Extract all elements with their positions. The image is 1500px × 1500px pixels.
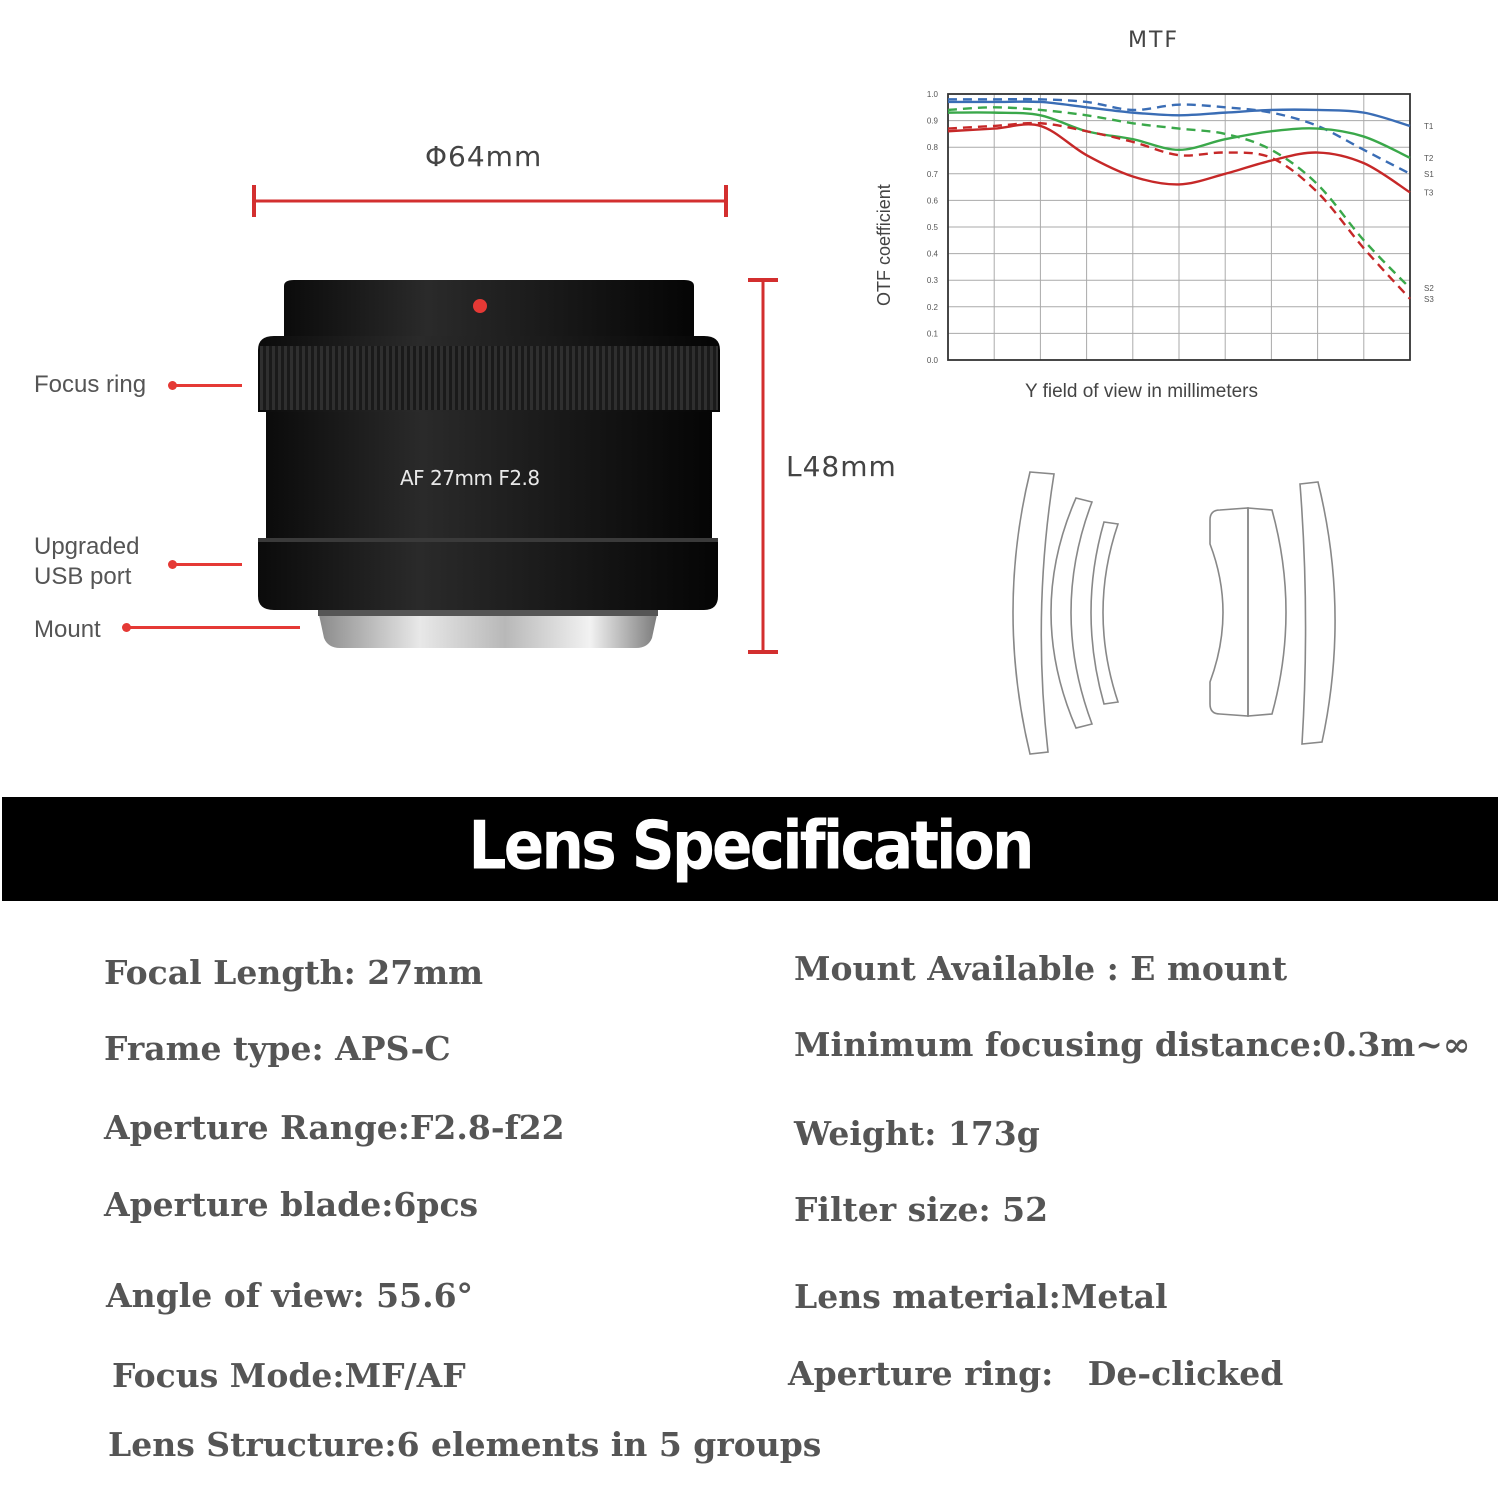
y-tick-label: 0.8	[926, 143, 938, 153]
callout-usb-port-line2: USB port	[34, 563, 132, 590]
y-tick-label: 0.3	[926, 276, 938, 286]
lens-element-5	[1248, 508, 1286, 716]
callout-line	[174, 384, 242, 387]
callout-line	[128, 626, 300, 629]
lens-element-1	[1013, 472, 1054, 754]
mtf-y-axis-label: OTF coefficient	[874, 184, 894, 306]
diameter-label: Φ64mm	[425, 140, 543, 173]
optical-diagram	[996, 466, 1356, 762]
y-tick-label: 0.0	[926, 356, 938, 365]
callout-focus-ring: Focus ring	[34, 371, 147, 398]
spec-lens-structure: Lens Structure:6 elements in 5 groups	[108, 1425, 822, 1464]
banner-title: Lens Specification	[468, 806, 1032, 886]
series-label: S1	[1424, 169, 1434, 179]
spec-mount: Mount Available : E mount	[794, 949, 1288, 988]
y-tick-label: 0.4	[926, 249, 938, 259]
spec-focus-mode: Focus Mode:MF/AF	[112, 1356, 466, 1395]
series-label: T3	[1424, 188, 1434, 198]
mtf-x-axis-label: Y field of view in millimeters	[1025, 381, 1259, 402]
spec-min-focus-distance: Minimum focusing distance:0.3m~∞	[794, 1025, 1471, 1064]
mtf-plot	[910, 80, 1450, 380]
spec-frame-type: Frame type: APS-C	[104, 1029, 451, 1068]
length-label: L48mm	[786, 450, 897, 483]
spec-lens-material: Lens material:Metal	[794, 1277, 1168, 1316]
y-tick-label: 0.5	[926, 223, 938, 232]
callout-mount: Mount	[34, 616, 101, 643]
callout-usb-port-line1: Upgraded	[34, 533, 140, 560]
lens-element-6	[1300, 482, 1335, 744]
y-tick-label: 0.2	[926, 302, 938, 312]
series-label: T1	[1424, 121, 1434, 131]
spec-weight: Weight: 173g	[794, 1114, 1040, 1153]
y-tick-label: 0.6	[926, 196, 938, 206]
diameter-dimension-line	[248, 182, 734, 222]
lens-element-2	[1051, 498, 1092, 728]
y-tick-label: 0.1	[926, 329, 938, 339]
spec-aperture-blade: Aperture blade:6pcs	[104, 1185, 479, 1224]
length-dimension-line	[744, 276, 784, 660]
callout-line	[174, 563, 242, 566]
y-tick-label: 0.7	[926, 169, 938, 179]
spec-angle-of-view: Angle of view: 55.6°	[106, 1276, 474, 1315]
lens-element-4	[1210, 508, 1248, 716]
spec-focal-length: Focal Length: 27mm	[104, 953, 484, 992]
lens-model-text: AF 27mm F2.8	[400, 466, 540, 490]
series-label: T2	[1424, 153, 1434, 163]
y-tick-label: 1.0	[926, 90, 938, 99]
spec-aperture-range: Aperture Range:F2.8-f22	[104, 1108, 565, 1147]
spec-filter-size: Filter size: 52	[794, 1190, 1049, 1229]
spec-banner	[2, 797, 1498, 901]
series-label: S2	[1424, 284, 1434, 294]
series-label: S3	[1424, 294, 1434, 304]
mtf-title: MTF	[1128, 28, 1180, 53]
spec-aperture-ring: Aperture ring: De-clicked	[788, 1354, 1284, 1393]
lens-element-3	[1091, 522, 1118, 704]
y-tick-label: 0.9	[926, 116, 938, 126]
